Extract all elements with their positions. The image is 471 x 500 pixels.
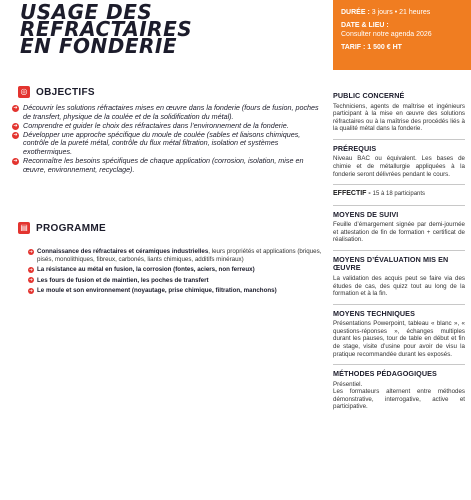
suivi-block — [333, 211, 465, 244]
divider — [333, 205, 465, 206]
arrow-bullet-icon: ➜ — [13, 131, 18, 138]
objective-text: Comprendre et guider le choix des réfractaires dans l’environnement de la fonderie. — [23, 120, 289, 130]
arrow-bullet-icon: ➜ — [13, 105, 18, 111]
arrow-bullet-icon: ➜ — [13, 158, 18, 165]
tech-block — [333, 310, 465, 358]
divider — [333, 250, 465, 251]
programme-item-title: Le moule et son environnement (noyautage, prise chimique, filtration, manchons) — [37, 287, 277, 295]
divider — [333, 304, 465, 305]
effectif-block — [333, 190, 465, 199]
programme-heading: PROGRAMME — [36, 222, 106, 234]
programme-item-detail: , leurs propriétés et applications (briques, pisés, monolithiques, fibreux, carbonés, liants chimiques, additifs minéraux) — [37, 248, 322, 263]
divider — [333, 139, 465, 140]
info-box — [333, 0, 471, 70]
effectif-label: EFFECTIF - — [333, 190, 371, 198]
peda-text-1: Présentiel. — [333, 380, 363, 388]
programme-item-title: La résistance au métal en fusion, la corrosion (fontes, aciers, non ferreux) — [37, 266, 255, 274]
sidebar — [333, 92, 465, 417]
prereq-text: Niveau BAC ou équivalent. Les bases de chimie et de métallurgie appliquées à la fonderie seront délivrées pendant le cours. — [333, 155, 465, 178]
eval-text: La validation des acquis peut se faire via des études de cas, des quizz tout au long de la formation et à la fin. — [333, 274, 465, 298]
programme-header — [18, 222, 106, 234]
date-row — [341, 21, 465, 39]
prereq-block — [333, 145, 465, 178]
title-line-2: RÉFRACTAIRES — [20, 17, 193, 41]
divider — [333, 364, 465, 365]
public-heading: PUBLIC CONCERNÉ — [333, 91, 405, 100]
objectives-heading: OBJECTIFS — [36, 86, 95, 98]
public-block — [333, 92, 465, 133]
duree-label: DURÉE : — [341, 9, 370, 16]
peda-heading: MÉTHODES PÉDAGOGIQUES — [333, 369, 437, 379]
effectif-value: 15 à 18 participants — [372, 191, 426, 198]
programme-item — [28, 277, 328, 285]
programme-item — [28, 248, 328, 263]
arrow-bullet-icon: ➜ — [29, 287, 33, 293]
duree-value: 3 jours • 21 heures — [371, 9, 431, 16]
objective-text: Reconnaître les besoins spécifiques de chaque application (corrosion, isolation, mise en œuvre, environnement, recyclage). — [23, 156, 304, 174]
peda-block — [333, 370, 465, 411]
objective-text: Découvrir les solutions réfractaires mises en œuvre dans la fonderie (fours de fusion, poches de transfert, physique de la coulée et de la solidification du métal). — [23, 103, 319, 121]
programme-item — [28, 287, 328, 295]
objective-text: Développer une approche spécifique du moule de coulée (sables et liaisons chimiques, contrôle de la pureté métal, contrôle du flux métal filtration, isolation et systèmes exothermiques. — [23, 129, 301, 156]
programme-item-title: Les fours de fusion et de maintien, les poches de transfert — [37, 276, 209, 284]
divider — [333, 184, 465, 185]
date-label: DATE & LIEU : — [341, 22, 389, 29]
suivi-text: Feuille d’émargement signée par demi-journée et attestation de fin de formation + certificat de réalisation. — [333, 221, 465, 244]
date-value: Consulter notre agenda 2026 — [341, 31, 432, 38]
suivi-heading: MOYENS DE SUIVI — [333, 209, 399, 219]
programme-item — [28, 266, 328, 274]
prereq-heading: PRÉREQUIS — [333, 143, 377, 153]
eval-heading: MOYENS D’ÉVALUATION MIS EN ŒUVRE — [333, 254, 449, 273]
arrow-bullet-icon: ➜ — [13, 122, 18, 129]
title-line-1: USAGE DES — [20, 0, 153, 24]
target-icon: ◎ — [18, 86, 30, 98]
arrow-bullet-icon: ➜ — [29, 248, 33, 254]
tech-text: Présentations Powerpoint, tableau « blanc », « questions-réponses », échanges multiples durant les pauses, tour de table en début et fin de stage, visite d’usine pour avoir de visu la pratique recommandée durant les exposés. — [333, 320, 465, 358]
duree-row — [341, 8, 465, 17]
book-icon: ▤ — [18, 222, 30, 234]
programme-list — [28, 248, 328, 298]
arrow-bullet-icon: ➜ — [29, 266, 33, 272]
eval-block — [333, 256, 465, 298]
arrow-bullet-icon: ➜ — [29, 277, 33, 283]
objective-item — [12, 104, 324, 121]
tarif: TARIF : 1 500 € HT — [341, 44, 402, 51]
objectives-header — [18, 86, 95, 98]
page-title — [20, 0, 320, 58]
objectives-list — [12, 104, 324, 175]
tech-heading: MOYENS TECHNIQUES — [333, 308, 415, 318]
peda-text-2: Les formateurs alternent entre méthodes démonstrative, interrogative, active et participative. — [333, 388, 465, 411]
objective-item — [12, 131, 324, 157]
title-line-3: EN FONDERIE — [20, 34, 178, 58]
public-text: Techniciens, agents de maîtrise et ingénieurs participant à la mise en œuvre des solutions réfractaires ou à la maîtrise des procédés liés à la qualité métal dans la fonderie. — [333, 102, 465, 133]
objective-item — [12, 157, 324, 174]
programme-item-title: Connaissance des réfractaires et céramiques industrielles — [37, 248, 209, 255]
